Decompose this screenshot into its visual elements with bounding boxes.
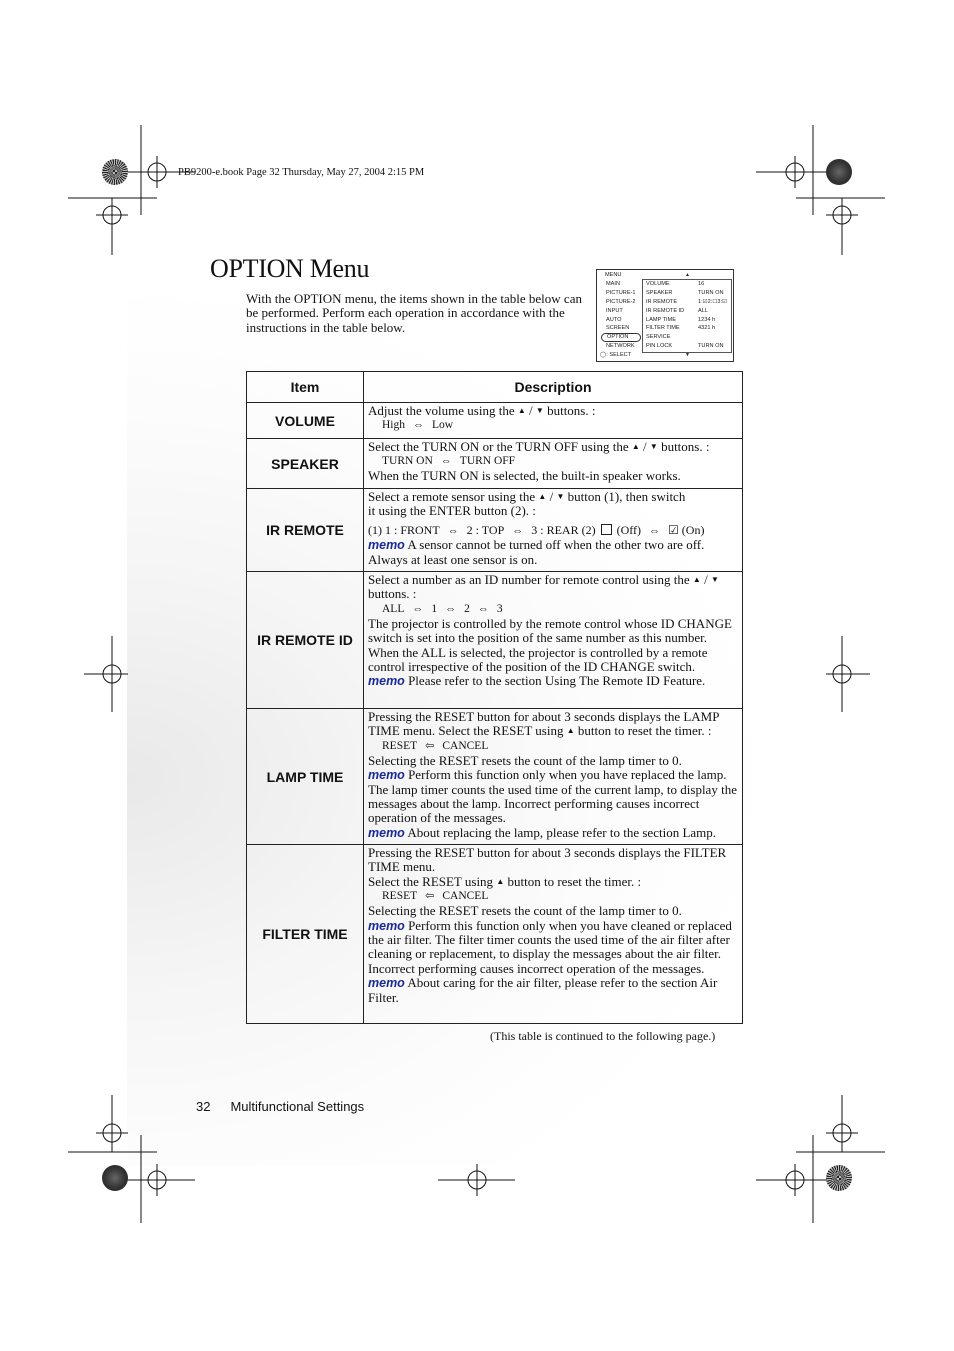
desc-ir-remote-id: Select a number as an ID number for remote control using the ▲ / ▼ buttons. : ALL ⇔ 1 ⇔ 2 ⇔ 3 The projector is controlled by the remote control whose ID CHANGE switch is set into the position of the same number as this number. When the ALL is selected, the projector is controlled by a remote control irrespective of the position of the ID CHANGE switch. memo Please refer to the section Using The Remote ID Feature. — [364, 572, 743, 709]
osd-menu-image — [596, 269, 734, 362]
osd-left-item: PICTURE-1 — [606, 289, 636, 296]
osd-left-item: SCREEN — [606, 325, 630, 332]
page-footer — [196, 1099, 364, 1114]
page-number: 32 — [196, 1099, 211, 1114]
table-row — [247, 403, 743, 439]
up-button-icon: ▲ — [692, 575, 701, 584]
header-item: Item — [247, 372, 364, 403]
down-button-icon: ▼ — [649, 442, 658, 451]
osd-left-item: NETWORK — [606, 343, 635, 350]
memo-label: memo — [368, 538, 405, 553]
osd-row: SERVICE — [646, 334, 671, 341]
memo-label: memo — [368, 825, 405, 840]
up-button-icon: ▲ — [517, 406, 526, 415]
item-lamp-time: LAMP TIME — [247, 709, 364, 845]
item-filter-time: FILTER TIME — [247, 845, 364, 1024]
memo-label: memo — [368, 976, 405, 991]
desc-lamp-time: Pressing the RESET button for about 3 seconds displays the LAMP TIME menu. Select the RESET using ▲ button to reset the timer. : RESET ⇦ CANCEL Selecting the RESET resets the count of the lamp timer to 0. memo Perform this function only when you have replaced the lamp. The lamp timer counts the used time of the current lamp, to display the messages about the lamp. Incorrect performing causes incorrect operation of the messages. memo About replacing the lamp, please refer to the section Lamp. — [364, 709, 743, 845]
table-row — [247, 439, 743, 489]
swap-arrow-icon: ⇔ — [649, 524, 661, 537]
table-header-row — [247, 372, 743, 403]
osd-menu-label: MENU — [605, 272, 622, 278]
up-button-icon: ▲ — [496, 876, 505, 886]
down-button-icon: ▼ — [710, 575, 719, 584]
osd-left-item-selected: OPTION — [601, 333, 641, 342]
table-row — [247, 572, 743, 709]
swap-arrow-icon: ⇔ — [412, 602, 424, 615]
osd-row: VOLUME 16 — [646, 281, 705, 287]
desc-volume: Adjust the volume using the ▲ / ▼ buttons. : High ⇔ Low — [364, 403, 743, 439]
registration-disc — [826, 1165, 852, 1191]
table-row — [247, 489, 743, 572]
left-arrow-icon: ⇦ — [425, 739, 435, 752]
desc-speaker: Select the TURN ON or the TURN OFF using the ▲ / ▼ buttons. : TURN ON ⇔ TURN OFF When the TURN ON is selected, the built-in speaker works. — [364, 439, 743, 489]
item-ir-remote: IR REMOTE — [247, 489, 364, 572]
swap-arrow-icon: ⇔ — [447, 524, 459, 537]
down-button-icon: ▼ — [535, 406, 544, 415]
osd-left-item: AUTO — [606, 316, 622, 323]
item-speaker: SPEAKER — [247, 439, 364, 489]
swap-arrow-icon: ⇔ — [413, 419, 424, 432]
section-name: Multifunctional Settings — [230, 1099, 365, 1114]
left-arrow-icon: ⇦ — [425, 890, 435, 903]
registration-disc — [102, 159, 128, 185]
table-row — [247, 709, 743, 845]
memo-label: memo — [368, 768, 405, 783]
osd-row: IR REMOTE 1:☑2:☐3:☑ — [646, 298, 728, 305]
osd-right-panel — [642, 279, 732, 353]
registration-disc — [102, 1165, 128, 1191]
osd-left-item: MAIN — [606, 281, 620, 287]
page-title: OPTION Menu — [210, 254, 370, 283]
up-button-icon: ▲ — [631, 442, 640, 451]
down-arrow-icon: ▼ — [685, 352, 690, 358]
up-button-icon: ▲ — [566, 726, 575, 736]
continued-note: (This table is continued to the following page.) — [490, 1029, 716, 1043]
osd-row: PIN LOCK TURN ON — [646, 343, 724, 350]
item-ir-remote-id: IR REMOTE ID — [247, 572, 364, 709]
osd-left-item: INPUT — [606, 307, 623, 314]
osd-footer: ◯: SELECT — [600, 352, 632, 358]
memo-label: memo — [368, 674, 405, 689]
swap-arrow-icon: ⇔ — [512, 524, 524, 537]
osd-row: LAMP TIME 1234 h — [646, 316, 716, 323]
down-button-icon: ▼ — [556, 492, 565, 501]
book-header: PB9200-e.book Page 32 Thursday, May 27, 2004 2:15 PM — [178, 167, 425, 178]
header-description: Description — [364, 372, 743, 403]
osd-row: SPEAKER TURN ON — [646, 289, 724, 296]
checked-box-icon: ☑ — [668, 522, 679, 537]
unchecked-box-icon — [601, 524, 612, 535]
swap-arrow-icon: ⇔ — [477, 602, 489, 615]
swap-arrow-icon: ⇔ — [445, 602, 457, 615]
swap-arrow-icon: ⇔ — [440, 455, 452, 468]
osd-left-menu — [601, 280, 641, 351]
memo-label: memo — [368, 918, 405, 933]
osd-row: IR REMOTE ID ALL — [646, 307, 708, 314]
table-row — [247, 845, 743, 1024]
item-volume: VOLUME — [247, 403, 364, 439]
osd-left-item: PICTURE-2 — [606, 298, 636, 305]
option-table — [246, 371, 743, 1024]
desc-filter-time: Pressing the RESET button for about 3 seconds displays the FILTER TIME menu. Select the RESET using ▲ button to reset the timer. : RESET ⇦ CANCEL Selecting the RESET resets the count of the lamp timer to 0. memo Perform this function only when you have cleaned or replaced the air filter. The filter timer counts the used time of the air filter after cleaning or replacement, to display the messages about the air filter. Incorrect performing causes incorrect operation of the messages. memo About caring for the air filter, please refer to the section Air Filter. — [364, 845, 743, 1024]
up-button-icon: ▲ — [538, 492, 547, 501]
intro-paragraph: With the OPTION menu, the items shown in the table below can be performed. Perform each operation in accordance with the instructions in the table below. — [246, 291, 582, 335]
registration-disc — [826, 159, 852, 185]
up-arrow-icon: ▲ — [685, 272, 690, 278]
osd-row: FILTER TIME 4321 h — [646, 325, 716, 332]
desc-ir-remote: Select a remote sensor using the ▲ / ▼ button (1), then switch it using the ENTER button (2). : (1) 1 : FRONT ⇔ 2 : TOP ⇔ 3 : REAR (2) (Off) ⇔ ☑ (On) memo A sensor cannot be turned off when the other two are off. Always at least one sensor is on. — [364, 489, 743, 572]
